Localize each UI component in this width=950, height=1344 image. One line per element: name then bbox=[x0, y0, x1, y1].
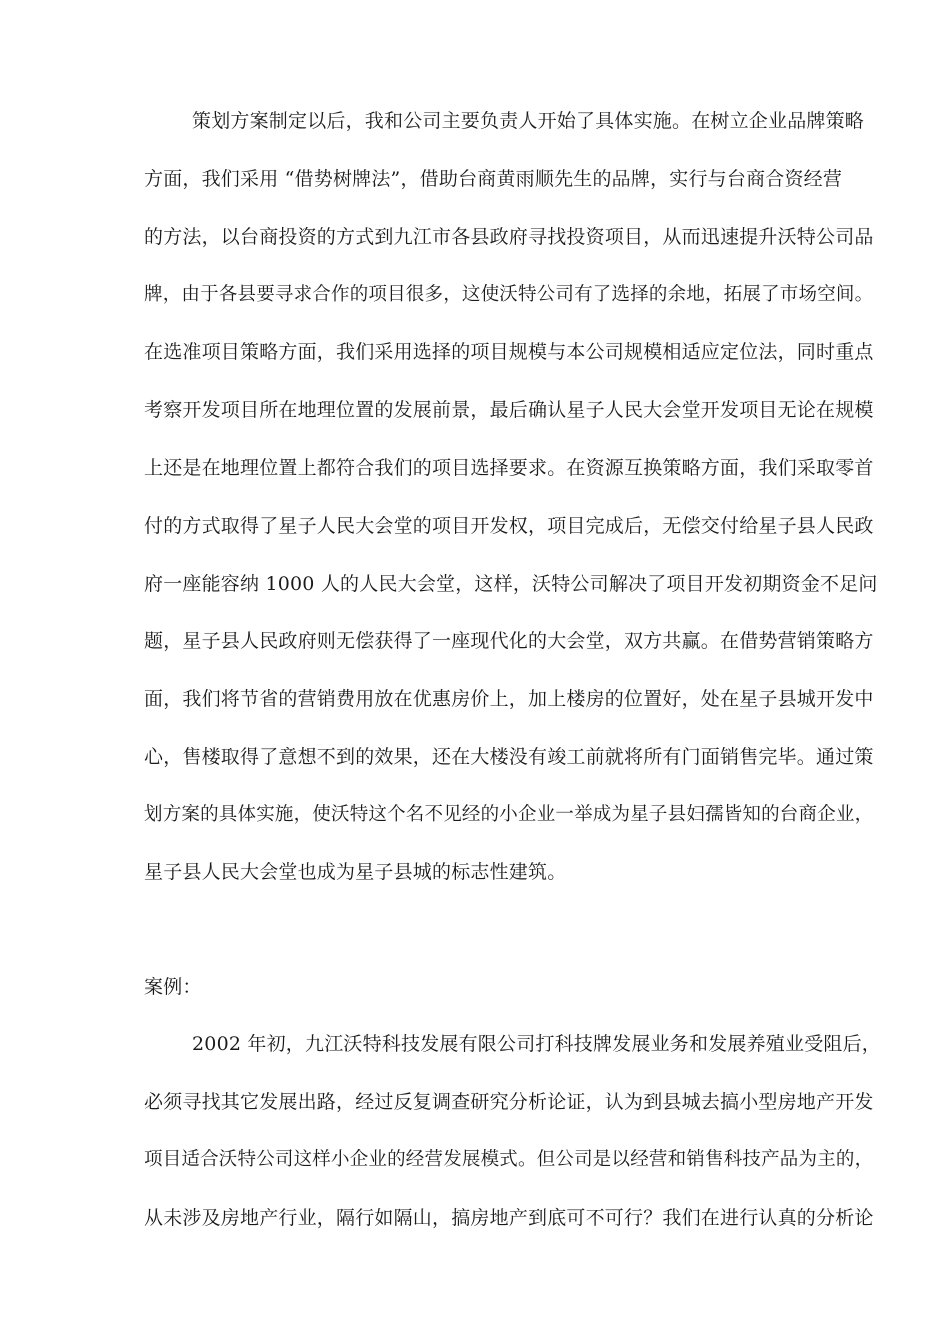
text-line: 的方法，以台商投资的方式到九江市各县政府寻找投资项目，从而迅速提升沃特公司品 bbox=[144, 226, 874, 248]
text-line: 划方案的具体实施，使沃特这个名不见经的小企业一举成为星子县妇孺皆知的台商企业， bbox=[144, 804, 874, 825]
text-line: 题，星子县人民政府则无偿获得了一座现代化的大会堂，双方共赢。在借势营销策略方 bbox=[144, 630, 874, 652]
text-line: 必须寻找其它发展出路，经过反复调查研究分析论证，认为到县城去搞小型房地产开发 bbox=[144, 1091, 874, 1113]
text-line: 2002 年初，九江沃特科技发展有限公司打科技牌发展业务和发展养殖业受阻后， bbox=[192, 1033, 881, 1055]
text-line: 府一座能容纳 1000 人的人民大会堂，这样，沃特公司解决了项目开发初期资金不足问 bbox=[144, 573, 878, 595]
text-line: 在选准项目策略方面，我们采用选择的项目规模与本公司规模相适应定位法，同时重点 bbox=[144, 341, 874, 363]
section-heading: 案例： bbox=[144, 976, 202, 998]
text-line: 从未涉及房地产行业，隔行如隔山，搞房地产到底可不可行？我们在进行认真的分析论 bbox=[144, 1207, 874, 1229]
text-line: 项目适合沃特公司这样小企业的经营发展模式。但公司是以经营和销售科技产品为主的， bbox=[144, 1149, 874, 1170]
text-line: 策划方案制定以后，我和公司主要负责人开始了具体实施。在树立企业品牌策略 bbox=[192, 110, 865, 132]
text-line: 星子县人民大会堂也成为星子县城的标志性建筑。 bbox=[144, 861, 567, 883]
text-line: 考察开发项目所在地理位置的发展前景，最后确认星子人民大会堂开发项目无论在规模 bbox=[144, 399, 874, 421]
text-line: 面，我们将节省的营销费用放在优惠房价上，加上楼房的位置好，处在星子县城开发中 bbox=[144, 688, 874, 710]
text-line: 心，售楼取得了意想不到的效果，还在大楼没有竣工前就将所有门面销售完毕。通过策 bbox=[144, 746, 874, 768]
text-line: 方面，我们采用 “借势树牌法”，借助台商黄雨顺先生的品牌，实行与台商合资经营 bbox=[144, 168, 843, 190]
text-line: 上还是在地理位置上都符合我们的项目选择要求。在资源互换策略方面，我们采取零首 bbox=[144, 457, 874, 479]
text-line: 牌，由于各县要寻求合作的项目很多，这使沃特公司有了选择的余地，拓展了市场空间。 bbox=[144, 284, 874, 305]
text-line: 付的方式取得了星子人民大会堂的项目开发权，项目完成后，无偿交付给星子县人民政 bbox=[144, 515, 874, 537]
